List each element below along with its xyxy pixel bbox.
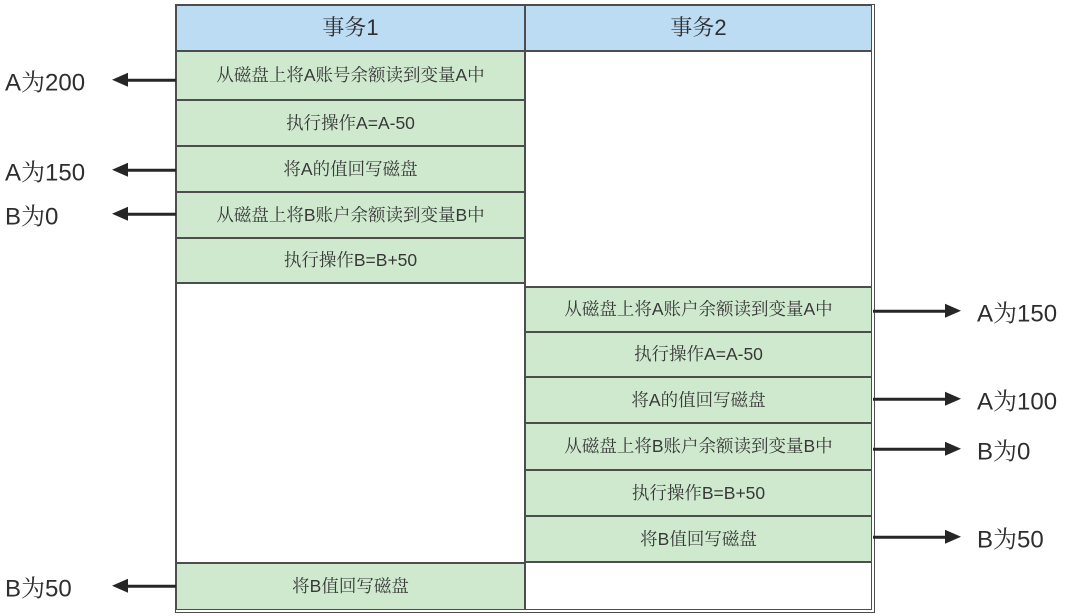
t2-step-compute-a: 执行操作A=A-50	[525, 332, 872, 377]
annotation-label: B为50	[977, 526, 1044, 554]
arrow-right-icon	[873, 448, 945, 451]
header-cell-transaction-1: 事务1	[176, 5, 525, 51]
t2-step-compute-b: 执行操作B=B+50	[525, 470, 872, 516]
annotation-label: B为0	[5, 203, 59, 231]
annotation-label: A为100	[977, 388, 1058, 416]
annotation-label: A为150	[977, 300, 1058, 328]
t1-empty-cell	[176, 283, 525, 563]
arrow-left-icon	[128, 213, 176, 216]
annotation-label: A为200	[5, 69, 86, 97]
t1-step-write-b: 将B值回写磁盘	[176, 563, 525, 610]
t1-step-read-b: 从磁盘上将B账户余额读到变量B中	[176, 192, 525, 238]
arrow-left-icon	[128, 585, 176, 588]
arrow-right-icon	[873, 536, 945, 539]
annotation-label: B为0	[977, 438, 1031, 466]
t1-step-write-a: 将A的值回写磁盘	[176, 146, 525, 192]
t2-step-write-b: 将B值回写磁盘	[525, 516, 872, 562]
t2-step-read-a: 从磁盘上将A账户余额读到变量A中	[525, 287, 872, 332]
annotation-label: A为150	[5, 159, 86, 187]
annotation-label: B为50	[5, 575, 72, 603]
arrow-left-icon	[128, 79, 176, 82]
t2-empty-cell-top	[525, 51, 872, 287]
arrow-right-icon	[873, 398, 945, 401]
t2-step-read-b: 从磁盘上将B账户余额读到变量B中	[525, 423, 872, 470]
t1-step-compute-a: 执行操作A=A-50	[176, 100, 525, 146]
t2-step-write-a: 将A的值回写磁盘	[525, 377, 872, 423]
arrow-left-icon	[128, 169, 176, 172]
header-cell-transaction-2: 事务2	[525, 5, 872, 51]
t1-step-compute-b: 执行操作B=B+50	[176, 238, 525, 283]
t2-empty-cell-bottom	[525, 562, 872, 610]
arrow-right-icon	[873, 310, 945, 313]
t1-step-read-a: 从磁盘上将A账号余额读到变量A中	[176, 51, 525, 100]
